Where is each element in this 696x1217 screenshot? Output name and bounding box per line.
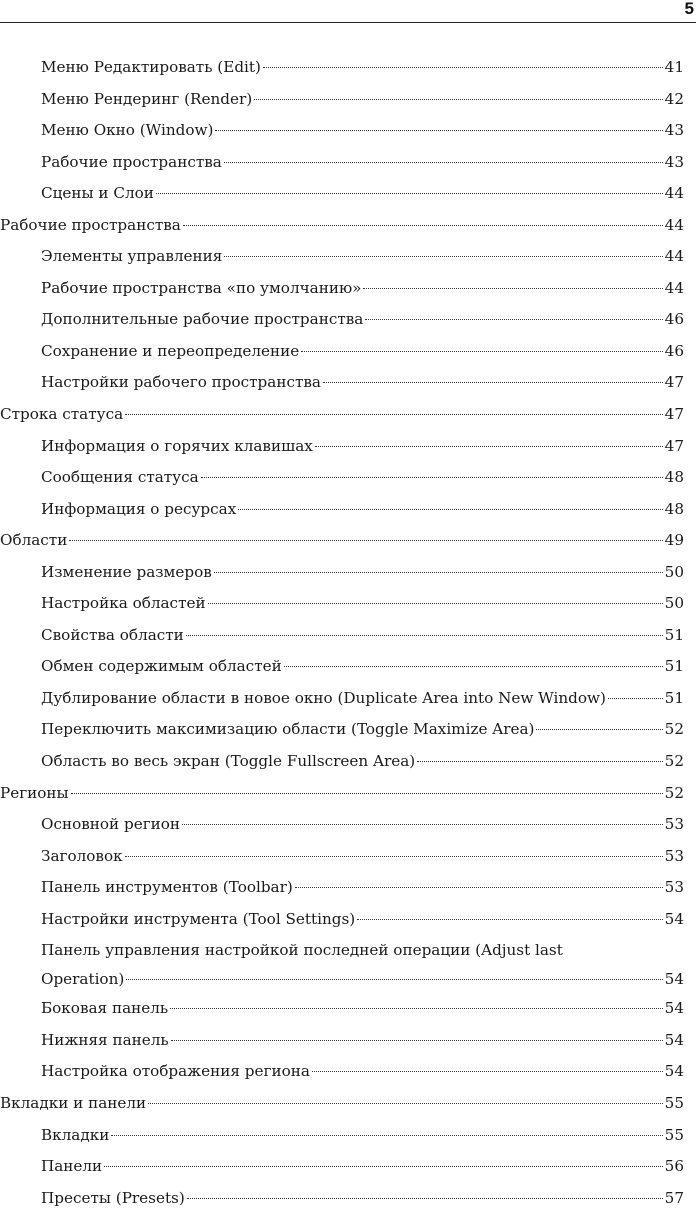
toc-entry-page: 48: [664, 499, 684, 518]
dot-leader: [125, 414, 663, 415]
toc-entry-title: Сцены и Слои: [41, 184, 154, 203]
toc-entry[interactable]: [0, 686, 684, 718]
toc-entry[interactable]: [0, 996, 684, 1028]
toc-entry-page: 41: [664, 58, 684, 76]
table-of-contents: [0, 55, 684, 1217]
page-header: [0, 0, 696, 23]
dot-leader: [365, 319, 662, 320]
toc-entry-title: Меню Рендеринг (Render): [41, 89, 253, 108]
toc-entry-page: 48: [664, 468, 684, 487]
dot-leader: [187, 1198, 663, 1199]
toc-entry-title: Информация о ресурсах: [41, 499, 237, 518]
toc-entry[interactable]: [0, 181, 684, 213]
toc-entry[interactable]: [0, 654, 684, 686]
toc-entry-page: 46: [664, 310, 684, 329]
toc-entry-title: Дополнительные рабочие пространства: [41, 310, 364, 329]
toc-entry-page: 51: [664, 625, 684, 644]
dot-leader: [608, 698, 663, 699]
toc-entry-page: 49: [664, 531, 684, 550]
toc-entry[interactable]: [0, 1028, 684, 1060]
toc-entry[interactable]: [0, 213, 684, 245]
dot-leader: [312, 1071, 663, 1072]
dot-leader: [186, 635, 663, 636]
toc-entry[interactable]: [0, 1091, 684, 1123]
toc-entry-title: Обмен содержимым областей: [41, 657, 282, 676]
dot-leader: [224, 162, 663, 163]
toc-entry-page: 47: [664, 436, 684, 455]
dot-leader: [183, 225, 663, 226]
dot-leader: [208, 603, 663, 604]
toc-entry-title: Изменение размеров: [41, 562, 212, 581]
toc-entry[interactable]: [0, 907, 684, 939]
toc-entry-title: Вкладки и панели: [0, 1093, 147, 1112]
toc-entry[interactable]: [0, 1154, 684, 1186]
toc-entry-title: Элементы управления: [41, 247, 223, 266]
dot-leader: [323, 382, 663, 383]
dot-leader: [71, 793, 663, 794]
toc-entry[interactable]: [0, 370, 684, 402]
toc-entry-title: Нижняя панель: [41, 1030, 169, 1049]
toc-entry-page: 54: [664, 970, 684, 989]
toc-entry-page: 54: [664, 909, 684, 928]
toc-entry-title: Область во весь экран (Toggle Fullscreen Area): [41, 752, 416, 771]
dot-leader: [126, 979, 662, 980]
toc-entry-title: Настройка отображения региона: [41, 1062, 310, 1081]
dot-leader: [357, 919, 662, 920]
toc-entry-title: Основной регион: [41, 815, 181, 834]
toc-entry-page: 55: [664, 1125, 684, 1144]
toc-entry-title: Настройки инструмента (Tool Settings): [41, 909, 356, 928]
dot-leader: [182, 824, 663, 825]
toc-entry[interactable]: [0, 55, 684, 87]
dot-leader: [171, 1040, 663, 1041]
toc-entry[interactable]: [0, 623, 684, 655]
toc-entry[interactable]: [0, 781, 684, 813]
toc-entry-page: 44: [664, 247, 684, 266]
toc-entry-page: 54: [664, 1062, 684, 1081]
toc-entry-title: Сообщения статуса: [41, 468, 199, 487]
toc-entry-page: 52: [664, 783, 684, 802]
dot-leader: [295, 887, 663, 888]
toc-entry-page: 51: [664, 688, 684, 707]
toc-entry-page: 53: [664, 846, 684, 865]
toc-entry[interactable]: [0, 244, 684, 276]
toc-entry-title: Сохранение и переопределение: [41, 341, 300, 360]
toc-entry-page: 43: [664, 152, 684, 171]
dot-leader: [201, 477, 663, 478]
dot-leader: [125, 856, 663, 857]
toc-entry-title-continuation: Operation): [41, 970, 125, 989]
toc-entry-title: Меню Окно (Window): [41, 121, 214, 140]
toc-entry-title: Пресеты (Presets): [41, 1188, 185, 1207]
toc-entry[interactable]: [0, 118, 684, 150]
toc-entry[interactable]: [0, 465, 684, 497]
toc-entry[interactable]: [0, 749, 684, 781]
toc-entry-page: 57: [664, 1188, 684, 1207]
toc-entry-page: 44: [664, 278, 684, 297]
toc-entry-page: 53: [664, 878, 684, 897]
toc-entry-page: 52: [664, 752, 684, 771]
toc-entry[interactable]: [0, 591, 684, 623]
dot-leader: [214, 572, 663, 573]
toc-entry[interactable]: [0, 402, 684, 434]
dot-leader: [69, 540, 662, 541]
toc-entry-page: 55: [664, 1093, 684, 1112]
toc-entry-title: Настройка областей: [41, 594, 206, 613]
toc-entry-page: 56: [664, 1157, 684, 1176]
toc-entry-page: 50: [664, 594, 684, 613]
toc-entry[interactable]: [0, 307, 684, 339]
toc-entry-page: 54: [664, 999, 684, 1018]
dot-leader: [238, 509, 662, 510]
toc-entry-title: Рабочие пространства: [41, 152, 222, 171]
toc-entry-page: 42: [664, 89, 684, 108]
toc-entry-title: Области: [0, 531, 68, 550]
dot-leader: [263, 67, 663, 68]
toc-entry[interactable]: [0, 1059, 684, 1091]
toc-entry-title: Регионы: [0, 783, 69, 802]
toc-entry[interactable]: [0, 150, 684, 182]
toc-entry-page: 47: [664, 373, 684, 392]
toc-entry-title: Боковая панель: [41, 999, 169, 1018]
toc-entry[interactable]: [0, 497, 684, 529]
dot-leader: [104, 1166, 662, 1167]
toc-entry-page: 44: [664, 215, 684, 234]
toc-entry-title: Рабочие пространства «по умолчанию»: [41, 278, 362, 297]
dot-leader: [315, 446, 663, 447]
toc-entry-title: Дублирование области в новое окно (Duplicate Area into New Window): [41, 688, 606, 707]
dot-leader: [417, 761, 662, 762]
toc-entry-title: Заголовок: [41, 846, 123, 865]
toc-entry-page: 54: [664, 1030, 684, 1049]
toc-entry-title: Строка статуса: [0, 405, 124, 424]
toc-entry[interactable]: [0, 560, 684, 592]
toc-entry[interactable]: [0, 812, 684, 844]
toc-entry-page: 51: [664, 657, 684, 676]
toc-entry-page: 52: [664, 720, 684, 739]
toc-entry-title: Свойства области: [41, 625, 184, 644]
toc-entry-page: 47: [664, 405, 684, 424]
toc-entry[interactable]: [0, 717, 684, 749]
toc-entry-title: Панели: [41, 1157, 103, 1176]
dot-leader: [536, 729, 662, 730]
toc-entry[interactable]: [0, 434, 684, 466]
toc-entry-title: Информация о горячих клавишах: [41, 436, 313, 455]
toc-entry[interactable]: [0, 528, 684, 560]
toc-entry[interactable]: [0, 87, 684, 119]
dot-leader: [224, 256, 662, 257]
toc-entry[interactable]: [0, 844, 684, 876]
dot-leader: [170, 1008, 663, 1009]
toc-entry-title: Рабочие пространства: [0, 215, 181, 234]
toc-entry-page: 50: [664, 562, 684, 581]
toc-entry[interactable]: [0, 1186, 684, 1217]
page-number: 5: [684, 0, 694, 18]
toc-entry-title: Вкладки: [41, 1125, 110, 1144]
dot-leader: [254, 99, 663, 100]
toc-entry[interactable]: [0, 938, 684, 996]
toc-entry-page: 44: [664, 184, 684, 203]
dot-leader: [301, 351, 662, 352]
toc-entry-page: 43: [664, 121, 684, 140]
toc-entry-title: Настройки рабочего пространства: [41, 373, 321, 392]
dot-leader: [111, 1135, 662, 1136]
toc-entry-title: Меню Редактировать (Edit): [41, 58, 261, 76]
toc-entry-title: Панель управления настройкой последней операции (Adjust last: [41, 941, 563, 960]
toc-entry[interactable]: [0, 276, 684, 308]
toc-entry[interactable]: [0, 1123, 684, 1155]
toc-entry-page: 46: [664, 341, 684, 360]
toc-entry-page: 53: [664, 815, 684, 834]
dot-leader: [284, 666, 663, 667]
dot-leader: [148, 1103, 663, 1104]
toc-entry[interactable]: [0, 875, 684, 907]
toc-entry-title: Переключить максимизацию области (Toggle Maximize Area): [41, 720, 535, 739]
toc-entry-title: Панель инструментов (Toolbar): [41, 878, 293, 897]
toc-entry[interactable]: [0, 339, 684, 371]
dot-leader: [215, 130, 662, 131]
dot-leader: [363, 288, 662, 289]
dot-leader: [156, 193, 663, 194]
